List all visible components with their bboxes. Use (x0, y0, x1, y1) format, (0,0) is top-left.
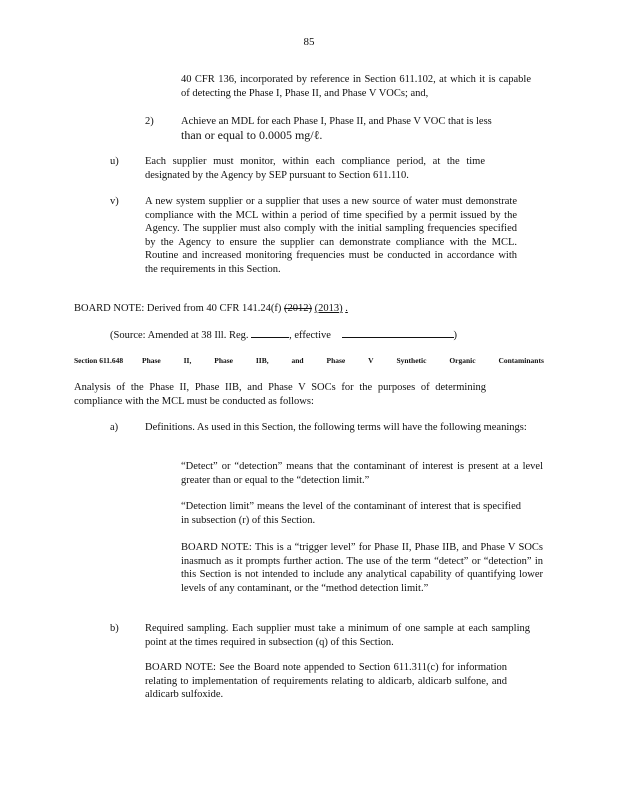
section-title-word: and (291, 356, 304, 365)
source-mid: , effective (289, 330, 331, 341)
definition-detect: “Detect” or “detection” means that the contaminant of interest is present at a level greater than or equal to the “detection limit.” (181, 461, 543, 486)
item-a-text: Definitions. As used in this Section, the following terms will have the following meanings: (145, 422, 527, 433)
item-2-text (181, 115, 531, 142)
source-close: ) (453, 330, 458, 341)
section-intro: Analysis of the Phase II, Phase IIB, and Phase V SOCs for the purposes of determining compliance with the MCL must be conducted as follows: (74, 382, 486, 407)
section-number: Section 611.648 (74, 356, 124, 365)
source-prefix: (Source: Amended at 38 Ill. Reg. (110, 330, 249, 341)
section-title-word: Organic (449, 356, 476, 365)
board-note-struck-year: (2012) (283, 303, 312, 314)
item-2-line-b: than or equal to 0.0005 mg/ℓ. (181, 127, 323, 142)
item-v-marker: v) (110, 196, 119, 207)
item-1-continuation: 40 CFR 136, incorporated by reference in Section 611.102, at which it is capable of detecting the Phase I, Phase II, and Phase V VOCs; and, (181, 74, 531, 99)
board-note-suffix: . (345, 303, 348, 314)
section-title-word: Phase (142, 356, 161, 365)
section-title-word: II, (183, 356, 192, 365)
item-u-marker: u) (110, 156, 119, 167)
section-title (142, 354, 544, 368)
item-b-marker: b) (110, 623, 119, 634)
section-title-word: Synthetic (396, 356, 427, 365)
item-v-text: A new system supplier or a supplier that uses a new source of water must demonstrate compliance with the MCL within a period of time specified by a permit issued by the Agency. The supplier must also comply with the initial sampling frequencies specified by the Agency to ensure the supplier can demonstrate compliance with the MCL. Routine and increased monitoring frequencies must be conducted in accordance with the requirements in this Section. (145, 196, 517, 275)
section-title-word: V (368, 356, 374, 365)
item-2-line-a: Achieve an MDL for each Phase I, Phase II, and Phase V VOC that is less (181, 116, 492, 127)
item-2-marker: 2) (145, 116, 154, 127)
board-note-derived (74, 302, 348, 316)
page-number: 85 (303, 36, 315, 48)
item-u-text: Each supplier must monitor, within each compliance period, at the time designated by the Agency by SEP pursuant to Section 611.110. (145, 156, 485, 181)
register-page-blank (251, 327, 289, 338)
section-title-word: IIB, (255, 356, 269, 365)
board-note-inserted-year: (2013) (314, 303, 343, 314)
source-line (110, 327, 457, 343)
section-title-word: Contaminants (498, 356, 544, 365)
definition-detection-limit: “Detection limit” means the level of the contaminant of interest that is specified in subsection (r) of this Section. (181, 501, 521, 526)
section-title-word: Phase (214, 356, 233, 365)
section-title-word: Phase (326, 356, 346, 365)
item-a-marker: a) (110, 422, 119, 433)
board-note-aldicarb: BOARD NOTE: See the Board note appended to Section 611.311(c) for information relating to implementation of requirements relating to aldicarb, aldicarb sulfone, and aldicarb sulfoxide. (145, 662, 507, 700)
board-note-trigger-level: BOARD NOTE: This is a “trigger level” for Phase II, Phase IIB, and Phase V SOCs inasmuch as it prompts further action. The use of the term “detect” or “detection” in this Section is not intended to include any analytical capability of quantifying lower levels of any contaminant, or the “method detection limit.” (181, 542, 543, 594)
board-note-prefix: BOARD NOTE: Derived from 40 CFR 141.24(f) (74, 303, 282, 314)
section-heading (74, 354, 544, 368)
item-b-text: Required sampling. Each supplier must take a minimum of one sample at each sampling point at the times required in subsection (q) of this Section. (145, 623, 530, 648)
effective-date-blank (342, 327, 454, 338)
